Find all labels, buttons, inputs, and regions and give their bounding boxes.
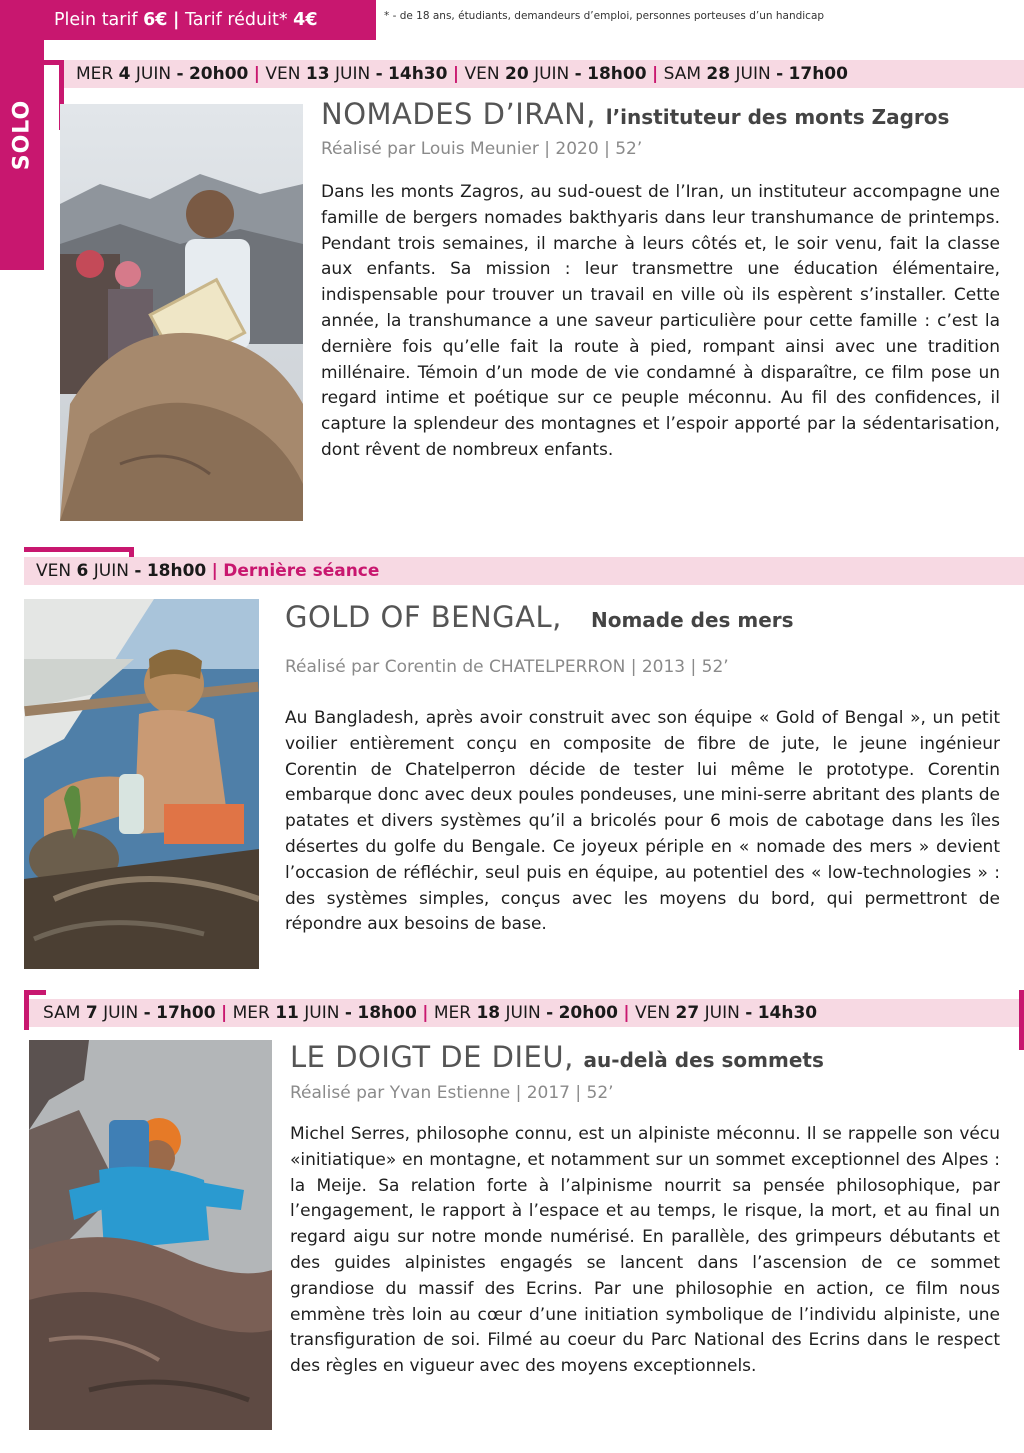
- film-1-credit: Réalisé par Louis Meunier | 2020 | 52’: [321, 139, 643, 159]
- film-3-photo: [29, 1040, 272, 1430]
- film-1-photo: [60, 104, 303, 521]
- corner-mark: [24, 547, 134, 552]
- price-footnote: * - de 18 ans, étudiants, demandeurs d’emploi, personnes porteuses d’un handicap: [384, 10, 825, 22]
- film-1-description: Dans les monts Zagros, au sud-ouest de l’Iran, un instituteur accompagne une famille de bergers nomades bakthyaris dans leur transhumance de printemps. Pendant trois semaines, il marche à leurs côtés et, le soir venu, fait la classe aux enfants. Sa mission : leur transmettre une éducation élémentaire, indispensable pour trouver un travail en ville où ils espèrent s’installer. Cette année, la transhumance a une saveur particulière pour cette famille : c’est la dernière fois qu’elle fait la route à pied, rompant ainsi avec une tradition millénaire. Témoin d’un mode de vie condamné à disparaître, ce film pose un regard intime et poétique sur ce peuple méconnu. Au fil des confidences, il capture la splendeur des montagnes et l’espoir apporté par la sédentarisation, dont rêvent de nombreux enfants.: [321, 182, 1000, 460]
- film-3-title: LE DOIGT DE DIEU, au-delà des sommets: [290, 1040, 824, 1074]
- corner-mark: [1019, 990, 1024, 1050]
- section-label-bold: SOLO: [9, 99, 35, 171]
- section-side-label: [0, 0, 44, 270]
- film-3-credit: Réalisé par Yvan Estienne | 2017 | 52’: [290, 1083, 614, 1103]
- film-3-date-bar: SAM 7 JUIN - 17h00 | MER 11 JUIN - 18h00 | MER 18 JUIN - 20h00 | VEN 27 JUIN - 14h30: [29, 999, 1019, 1027]
- corner-mark: [129, 547, 134, 557]
- film-2-date-bar: VEN 6 JUIN - 18h00 | Dernière séance: [24, 557, 1024, 585]
- film-1-title: NOMADES D’IRAN, l’instituteur des monts Zagros: [321, 97, 950, 131]
- film-2-description: Au Bangladesh, après avoir construit avec son équipe « Gold of Bengal », un petit voilier entièrement conçu en composite de fibre de jute, le jeune ingénieur Corentin de Chatelperron décide de tester lui même le prototype. Corentin embarque donc avec deux poules pondeuses, une mini-serre abritant des plants de patates et divers systèmes qu’il a bricolés pour 6 mois de cabotage dans les îles désertes du golfe du Bengale. Ce joyeux périple en « nomade des mers » devient l’occasion de réfléchir, seul puis en équipe, au potentiel des « low-technologies » : des systèmes simples, conçus avec les moyens du bord, qui permettront de répondre aux besoins de base.: [285, 708, 1000, 935]
- film-2-photo: [24, 599, 259, 969]
- film-2-credit: Réalisé par Corentin de CHATELPERRON | 2013 | 52’: [285, 657, 729, 677]
- film-2-title: GOLD OF BENGAL, Nomade des mers: [285, 600, 794, 634]
- price-banner: Plein tarif 6€ | Tarif réduit* 4€: [44, 0, 376, 40]
- film-3-description: Michel Serres, philosophe connu, est un alpiniste méconnu. Il se rappelle son vécu «initiatique» en montagne, et notamment sur un sommet exceptionnel des Alpes : la Meije. Sa relation forte à l’alpinisme nourrit sa pensée philosophique, par l’engagement, le rapport à l’espace et au temps, le risque, la mort, et au final un regard aigu sur notre monde numérisé. En parallèle, des grimpeurs débutants et des guides alpinistes engagés se lancent dans l’ascension de ce sommet grandiose du massif des Ecrins. Par une philosophie en action, ce film nous emmène très loin au cœur d’une initiation symbolique de l’individu alpiniste, une transfiguration de soi. Filmé au coeur du Parc National des Ecrins dans le respect des règles en vigueur avec des moyens exceptionnels.: [290, 1124, 1000, 1377]
- film-1-date-bar: MER 4 JUIN - 20h00 | VEN 13 JUIN - 14h30 | VEN 20 JUIN - 18h00 | SAM 28 JUIN - 17h00: [64, 60, 1024, 88]
